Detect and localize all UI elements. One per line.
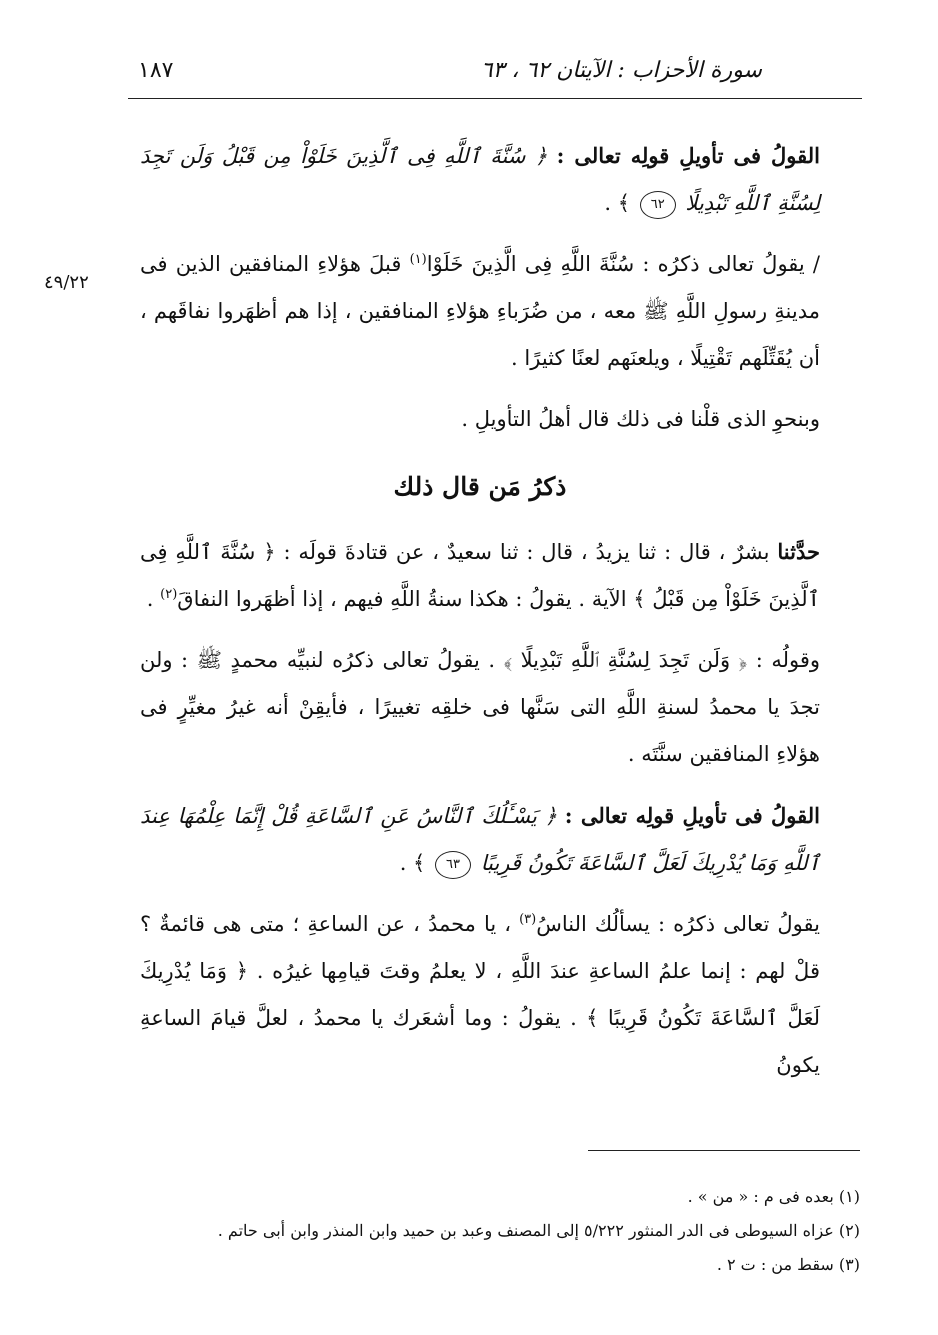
footnote-3: (٣) سقط من : ت ٢ . (716, 1255, 860, 1274)
main-text (140, 132, 820, 1103)
paragraph-narration (140, 528, 820, 623)
verse-close: ﴾ . (399, 851, 426, 875)
paragraph-commentary-1 (140, 241, 820, 382)
narration-end: . (146, 587, 154, 611)
commentary-text: وبنحوِ الذى قلْنا فى ذلك قال أهلُ التأويلِ . (461, 407, 820, 431)
commentary-text: يقولُ تعالى ذكرُه : يسألُك الناسُ (536, 912, 820, 936)
header-divider (128, 98, 862, 99)
commentary-text: وقولُه : ﴿ وَلَن تَجِدَ لِسُنَّةِ ٱللَّهِ تَبْدِيلًا ﴾ . يقولُ تعالى ذكرُه لنبيِّه محمدٍ ﷺ : ولن تجدَ يا محمدُ لسنةِ اللَّهِ التى سَنَّها فى خلقِه تغييرًا ، فأيقِنْ أنه غيرُ مغيِّرٍ فى هؤلاءِ المنافقين سنَّتَه . (140, 648, 820, 766)
paragraph-verse-63 (140, 792, 820, 887)
footnote-2: (٢) عزاه السيوطى فى الدر المنثور ٥/٢٢٢ إلى المصنف وعبد بن حميد وابن المنذر وابن أبى حاتم . (217, 1221, 860, 1240)
footnote-1: (١) بعده فى م : « من » . (687, 1187, 860, 1206)
commentary-text: قبلَ هؤلاءِ المنافقين الذين فى مدينةِ رسولِ اللَّهِ ﷺ معه ، من ضُرَباءِ هؤلاءِ المنافقين ، إذا هم أظهَروا نفاقَهم ، أن يُقَتِّلَهم تَقْتِيلًا ، ويلعنَهم لعنًا كثيرًا . (140, 252, 820, 370)
narration-text: بشرٌ ، قال : ثنا يزيدُ ، قال : ثنا سعيدٌ ، عن قتادةَ قولَه : ﴿ سُنَّةَ ٱللَّهِ فِى ٱلَّذِينَ خَلَوْاْ مِن قَبْلُ ﴾ الآية . يقولُ : هكذا سنةُ اللَّهِ فيهم ، إذا أظهَروا النفاقَ (140, 540, 820, 611)
footnote-ref-2: (٢) (160, 587, 178, 602)
margin-reference: ٤٩/٢٢ (44, 272, 89, 293)
running-header (128, 58, 862, 98)
verse-intro: القولُ فى تأويلِ قولِه تعالى : (564, 803, 820, 828)
commentary-text: ، يا محمدُ ، عن الساعةِ ؛ متى هى قائمةٌ ؟ قلْ لهم : إنما علمُ الساعةِ عندَ اللَّهِ ، لا يعلمُ وقتَ قيامِها غيرُه . ﴿ وَمَا يُدْرِيكَ لَعَلَّ ٱلسَّاعَةَ تَكُونُ قَرِيبًا ﴾ . يقولُ : وما أشعَرك يا محمدُ ، لعلَّ قيامَ الساعةِ يكونُ (140, 912, 820, 1077)
footnote-ref-3: (٣) (519, 912, 537, 927)
paragraph-commentary-2 (140, 396, 820, 443)
ayah-number-marker: ٦٣ (435, 851, 471, 879)
header-title: سورة الأحزاب : الآيتان ٦٢ ، ٦٣ (480, 58, 762, 83)
paragraph-commentary-4 (140, 901, 820, 1089)
ayah-number-marker: ٦٢ (640, 191, 676, 219)
paragraph-commentary-3 (140, 637, 820, 778)
footnotes (140, 1180, 860, 1282)
narration-lead: حدَّثنا (777, 539, 820, 564)
paragraph-verse-62 (140, 132, 820, 227)
quran-verse: ﴿ يَسْـَٔلُكَ ٱلنَّاسُ عَنِ ٱلسَّاعَةِ قُلْ إِنَّمَا عِلْمُهَا عِندَ ٱللَّهِ وَمَا يُدْرِيكَ لَعَلَّ ٱلسَّاعَةَ تَكُونُ قَرِيبًا (140, 804, 820, 875)
footnote-divider (588, 1150, 860, 1151)
page-number: ١٨٧ (138, 58, 174, 83)
section-heading: ذكرُ مَن قال ذلك (393, 472, 567, 501)
commentary-text: / يقولُ تعالى ذكرُه : سُنَّةَ اللَّهِ فِى الَّذِينَ خَلَوْا (426, 252, 820, 276)
quran-verse: ﴿ سُنَّةَ ٱللَّهِ فِى ٱلَّذِينَ خَلَوْاْ مِن قَبْلُ وَلَن تَجِدَ لِسُنَّةِ ٱللَّهِ تَبْدِيلًا (140, 144, 820, 215)
footnote-ref-1: (١) (409, 252, 427, 267)
verse-close: ﴾ . (604, 191, 631, 215)
verse-intro: القولُ فى تأويلِ قولِه تعالى : (556, 143, 820, 168)
